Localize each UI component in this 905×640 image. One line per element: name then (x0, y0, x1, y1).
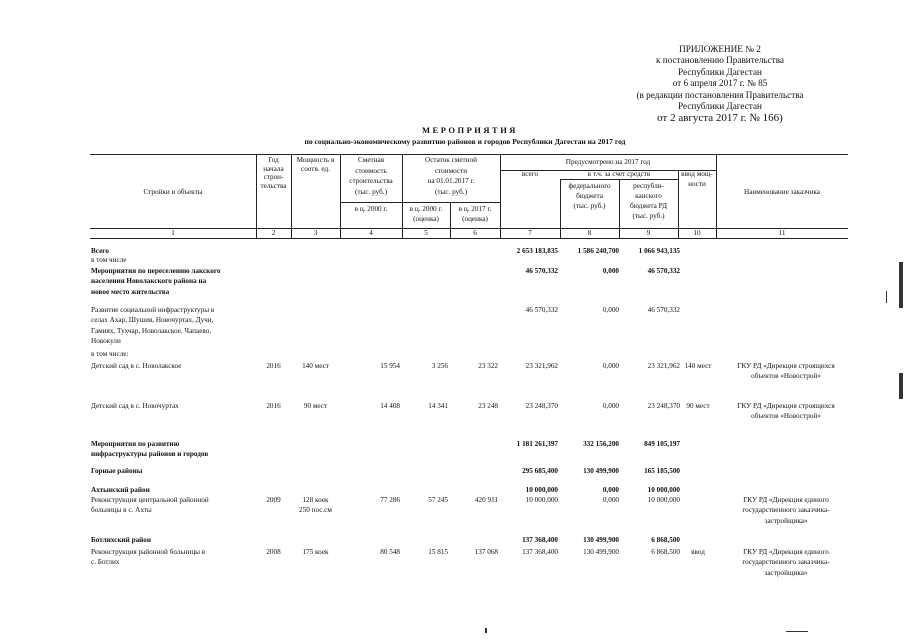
row-estimate: 77 286 (380, 496, 400, 504)
row-federal: 130 499,900 (583, 548, 619, 556)
row-remainder-2000: 3 256 (431, 362, 448, 370)
row-total: 137 368,400 (522, 536, 558, 544)
row-republic: 6 868,500 (651, 536, 680, 544)
column-number: 10 (693, 229, 701, 237)
header-remainder: Остаток сметной (425, 156, 477, 164)
row-commission: 90 мест (686, 402, 710, 410)
row-republic: 849 105,197 (644, 440, 680, 448)
row-customer: застройщика» (764, 516, 808, 525)
header-capacity: соотв. ед. (301, 164, 330, 173)
row-customer: государственного заказчика- (742, 558, 830, 567)
row-federal: 0,000 (602, 486, 619, 494)
column-number: 2 (271, 229, 276, 237)
page-subtitle: по социально-экономическому развитию районов и городов Республики Дагестан на 2017 год (304, 137, 626, 146)
row-federal: 0,000 (602, 496, 619, 504)
row-customer: государственного заказчика- (742, 506, 830, 515)
row-remainder-2017: 420 911 (474, 496, 498, 504)
row-remainder-2000: 15 815 (428, 548, 448, 556)
header-remainder-2017: (оценка) (462, 215, 488, 223)
header-remainder: на 01.01.2017 г. (427, 177, 475, 185)
row-republic: 23 248,370 (647, 402, 680, 410)
header-year: строи- (263, 173, 284, 182)
header-republic: республи- (633, 182, 664, 190)
grid-hline (340, 202, 500, 203)
row-federal: 0,000 (602, 362, 619, 370)
row-name: в том числе (91, 256, 127, 264)
row-estimate: 14 408 (380, 402, 400, 410)
row-name: Мероприятия по переселению лакского (91, 267, 221, 275)
header-objects: Стройки и объекты (143, 188, 203, 196)
row-total: 23 248,370 (525, 402, 558, 410)
row-name: в том числе: (91, 350, 129, 358)
row-republic: 23 321,962 (647, 362, 680, 370)
row-capacity: 90 мест (303, 402, 328, 410)
row-year: 2016 (266, 402, 281, 410)
row-commission: ввод (691, 548, 705, 556)
row-total: 10 000,000 (525, 496, 558, 504)
column-number: 1 (171, 229, 175, 237)
column-number: 9 (646, 229, 651, 237)
header-remainder: (тыс. руб.) (435, 187, 467, 196)
row-total: 2 653 183,835 (516, 247, 558, 255)
scan-mark (899, 373, 903, 399)
header-estimate: Сметная (357, 156, 385, 164)
row-name: инфраструктуры районов и городов (91, 450, 209, 459)
row-name: Горные районы (91, 467, 143, 475)
column-number: 11 (778, 229, 786, 237)
header-remainder-2017: в ц. 2017 г. (458, 205, 492, 213)
row-republic: 165 185,500 (644, 467, 680, 475)
row-name: с. Ботлих (91, 558, 120, 567)
header-total: всего (521, 170, 539, 178)
row-federal: 0,000 (602, 267, 619, 275)
row-name: Новокули (91, 337, 121, 346)
row-remainder-2017: 23 322 (478, 362, 498, 370)
row-total: 137 368,400 (522, 548, 558, 556)
scan-mark (899, 262, 903, 308)
row-name: Развитие социальной инфраструктуры в (91, 306, 215, 314)
header-remainder-2000: (оценка) (413, 215, 439, 223)
row-republic: 6 868,500 (651, 548, 680, 556)
row-federal: 332 156,200 (583, 440, 619, 448)
row-year: 2008 (266, 548, 281, 556)
row-capacity: 250 пос.см (299, 506, 332, 515)
scan-mark (886, 291, 887, 303)
appendix-block (590, 44, 850, 125)
header-planned: Предусмотрено на 2017 год (565, 158, 651, 166)
row-capacity: 140 мест (302, 362, 329, 370)
row-name: Реконструкция центральной районной (91, 496, 209, 504)
row-capacity: 175 коек (302, 548, 329, 556)
row-customer: ГКУ РД «Дирекция строящихся (737, 362, 835, 370)
row-total: 1 181 261,397 (516, 440, 558, 448)
header-estimate: строительства (349, 177, 393, 185)
row-year: 2016 (266, 362, 281, 370)
row-total: 10 000,000 (525, 486, 558, 494)
scan-mark (485, 628, 487, 633)
column-number: 7 (528, 229, 532, 237)
column-number: 8 (587, 229, 592, 237)
header-commission: ности (688, 180, 706, 188)
appendix-line: ПРИЛОЖЕНИЕ № 2 (679, 44, 761, 54)
row-federal: 1 586 240,700 (577, 247, 619, 255)
row-republic: 10 000,000 (647, 486, 680, 494)
header-republic: бюджета РД (630, 202, 667, 210)
header-capacity: Мощность в (296, 156, 335, 164)
header-remainder: стоимости (434, 166, 468, 175)
header-customer: Наименование заказчика (744, 188, 820, 196)
row-estimate: 15 954 (380, 362, 400, 370)
header-year: начала (263, 164, 284, 173)
row-total: 295 685,400 (522, 467, 558, 475)
row-remainder-2000: 14 341 (428, 402, 448, 410)
row-year: 2009 (266, 496, 281, 504)
row-estimate: 80 548 (380, 548, 400, 556)
row-capacity: 128 коек (302, 496, 329, 504)
header-federal: бюджета (576, 192, 603, 200)
column-number: 5 (424, 229, 428, 237)
header-year: Год (268, 156, 279, 164)
row-total: 46 570,332 (525, 267, 558, 275)
row-name: населения Новолакского района на (91, 277, 207, 286)
row-remainder-2017: 137 068 (474, 548, 498, 556)
header-federal: (тыс. руб.) (573, 202, 606, 210)
row-republic: 46 570,332 (647, 267, 680, 275)
row-customer: ГКУ РД «Дирекция единого (743, 496, 829, 504)
row-total: 46 570,332 (525, 306, 558, 314)
row-remainder-2017: 23 248 (478, 402, 498, 410)
appendix-line: Республики Дагестан (678, 66, 762, 77)
column-number: 4 (369, 229, 373, 237)
row-customer: объектов «Новострой» (751, 412, 821, 421)
grid-hline (90, 238, 848, 239)
header-incl: в т.ч. за счет средств (587, 170, 651, 178)
row-republic: 10 000,000 (647, 496, 680, 504)
row-federal: 0,000 (602, 402, 619, 410)
row-commission: 140 мест (684, 362, 712, 370)
row-name: больницы в с. Ахты (91, 506, 152, 515)
header-federal: федерального (568, 182, 611, 190)
row-customer: застройщика» (764, 568, 808, 577)
row-name: Всего (91, 247, 109, 255)
appendix-date-line: от 2 августа 2017 г. № 166) (657, 112, 783, 125)
row-name: Гамиях, Тухчар, Новолакское, Чапаево, (91, 326, 212, 335)
row-federal: 130 499,900 (583, 467, 619, 475)
appendix-line: от 6 апреля 2017 г. № 85 (672, 78, 768, 89)
row-name: новое место жительства (91, 287, 170, 296)
row-republic: 46 570,332 (647, 306, 680, 314)
row-name: Мероприятия по развитию (91, 440, 180, 448)
scan-mark (786, 631, 808, 632)
row-federal: 130 499,900 (583, 536, 619, 544)
row-republic: 1 066 943,135 (638, 247, 680, 255)
row-customer: ГКУ РД «Дирекция единого (743, 548, 829, 556)
row-name: Реконструкция районной больницы в (91, 548, 206, 556)
row-name: Детский сад в с. Новочуртах (91, 402, 179, 410)
appendix-line: Республики Дагестан (678, 101, 762, 112)
row-total: 23 321,962 (525, 362, 558, 370)
appendix-line: (в редакции постановления Правительства (636, 89, 804, 100)
row-customer: ГКУ РД «Дирекция строящихся (737, 402, 835, 410)
row-name: Детский сад в с. Новолакское (91, 362, 182, 370)
header-estimate-sub: в ц. 2000 г. (354, 205, 388, 213)
grid-hline (90, 154, 848, 155)
row-remainder-2000: 57 245 (428, 496, 448, 504)
row-federal: 0,000 (602, 306, 619, 314)
row-name: Ботлихский район (91, 536, 152, 544)
header-estimate: (тыс. руб.) (355, 187, 387, 196)
header-estimate: стоимость (355, 166, 387, 175)
row-name: селах Ахар, Шушия, Новочуртах, Дучи, (91, 316, 214, 325)
column-number: 6 (473, 229, 477, 237)
header-remainder-2000: в ц. 2000 г. (409, 205, 443, 213)
page-title: МЕРОПРИЯТИЯ (422, 125, 518, 135)
row-customer: объектов «Новострой» (751, 372, 821, 381)
header-year: тельства (260, 181, 287, 190)
appendix-line: к постановлению Правительства (656, 55, 784, 66)
header-commission: ввод мощ- (681, 170, 713, 178)
header-republic: канского (635, 192, 662, 200)
header-republic: (тыс. руб.) (632, 212, 665, 220)
row-name: Ахтынский район (91, 486, 150, 494)
column-number: 3 (313, 229, 318, 237)
